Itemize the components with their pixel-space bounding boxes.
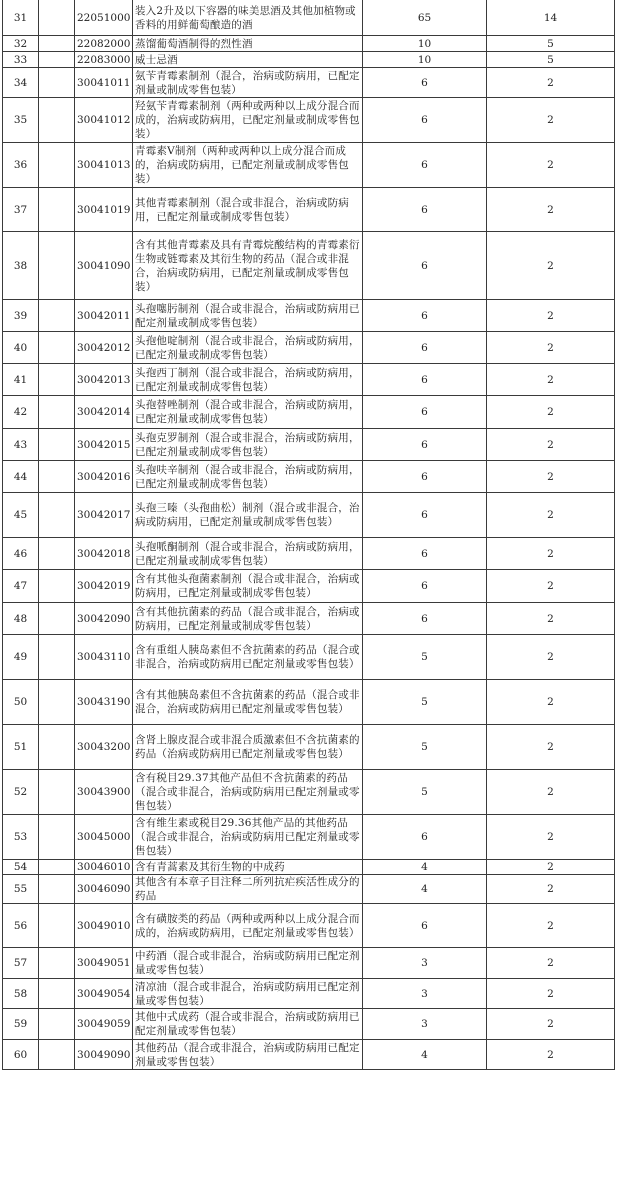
blank-cell — [39, 860, 75, 875]
rate-1-cell: 6 — [363, 300, 487, 332]
tariff-code-cell: 30041019 — [75, 188, 133, 232]
product-name-cell: 头孢克罗制剂（混合或非混合，治病或防病用，已配定剂量或制成零售包装） — [133, 429, 363, 461]
rate-1-cell: 6 — [363, 603, 487, 635]
blank-cell — [39, 815, 75, 860]
blank-cell — [39, 875, 75, 904]
blank-cell — [39, 1040, 75, 1070]
product-name-cell: 头孢哌酮制剂（混合或非混合，治病或防病用，已配定剂量或制成零售包装） — [133, 538, 363, 570]
blank-cell — [39, 396, 75, 429]
blank-cell — [39, 429, 75, 461]
table-row — [3, 948, 615, 979]
rate-2-cell: 2 — [487, 603, 615, 635]
tariff-code-cell: 30041012 — [75, 98, 133, 143]
row-number-cell: 35 — [3, 98, 39, 143]
table-row — [3, 188, 615, 232]
table-row — [3, 725, 615, 770]
product-name-cell: 含有磺胺类的药品（两种或两种以上成分混合而成的，治病或防病用，已配定剂量或零售包装） — [133, 904, 363, 948]
rate-2-cell: 2 — [487, 570, 615, 603]
tariff-code-cell: 30045000 — [75, 815, 133, 860]
blank-cell — [39, 979, 75, 1009]
row-number-cell: 32 — [3, 36, 39, 52]
blank-cell — [39, 493, 75, 538]
product-name-cell: 头孢他啶制剂（混合或非混合，治病或防病用，已配定剂量或制成零售包装） — [133, 332, 363, 364]
product-name-cell: 含有其他青霉素及具有青霉烷酸结构的青霉素衍生物或链霉素及其衍生物的药品（混合或非混合，治病或防病用，已配定剂量或制成零售包装） — [133, 232, 363, 300]
row-number-cell: 43 — [3, 429, 39, 461]
rate-1-cell: 6 — [363, 815, 487, 860]
rate-1-cell: 6 — [363, 188, 487, 232]
rate-1-cell: 10 — [363, 52, 487, 68]
product-name-cell: 含有税目29.37其他产品但不含抗菌素的药品（混合或非混合，治病或防病用已配定剂量或零售包装） — [133, 770, 363, 815]
product-name-cell: 含有维生素或税目29.36其他产品的其他药品（混合或非混合，治病或防病用已配定剂量或零售包装） — [133, 815, 363, 860]
table-body — [3, 0, 615, 1070]
rate-1-cell: 5 — [363, 680, 487, 725]
tariff-code-cell: 30042016 — [75, 461, 133, 493]
rate-2-cell: 2 — [487, 979, 615, 1009]
rate-1-cell: 6 — [363, 364, 487, 396]
blank-cell — [39, 300, 75, 332]
rate-2-cell: 2 — [487, 725, 615, 770]
blank-cell — [39, 52, 75, 68]
rate-1-cell: 6 — [363, 232, 487, 300]
blank-cell — [39, 635, 75, 680]
row-number-cell: 46 — [3, 538, 39, 570]
product-name-cell: 其他中式成药（混合或非混合，治病或防病用已配定剂量或零售包装） — [133, 1009, 363, 1040]
blank-cell — [39, 538, 75, 570]
rate-2-cell: 2 — [487, 538, 615, 570]
rate-2-cell: 2 — [487, 770, 615, 815]
table-row — [3, 680, 615, 725]
product-name-cell: 含有其他头孢菌素制剂（混合或非混合，治病或防病用，已配定剂量或制成零售包装） — [133, 570, 363, 603]
row-number-cell: 41 — [3, 364, 39, 396]
rate-1-cell: 6 — [363, 98, 487, 143]
table-row — [3, 860, 615, 875]
row-number-cell: 51 — [3, 725, 39, 770]
blank-cell — [39, 232, 75, 300]
tariff-code-cell: 30049054 — [75, 979, 133, 1009]
product-name-cell: 含有其他胰岛素但不含抗菌素的药品（混合或非混合，治病或防病用已配定剂量或零售包装） — [133, 680, 363, 725]
tariff-code-cell: 30043200 — [75, 725, 133, 770]
tariff-code-cell: 30049090 — [75, 1040, 133, 1070]
rate-1-cell: 6 — [363, 538, 487, 570]
rate-1-cell: 6 — [363, 396, 487, 429]
blank-cell — [39, 680, 75, 725]
product-name-cell: 含有其他抗菌素的药品（混合或非混合，治病或防病用，已配定剂量或制成零售包装） — [133, 603, 363, 635]
product-name-cell: 装入2升及以下容器的味美思酒及其他加植物或香料的用鲜葡萄酿造的酒 — [133, 0, 363, 36]
tariff-code-cell: 30043110 — [75, 635, 133, 680]
blank-cell — [39, 68, 75, 98]
tariff-code-cell: 30042019 — [75, 570, 133, 603]
product-name-cell: 清凉油（混合或非混合，治病或防病用已配定剂量或零售包装） — [133, 979, 363, 1009]
rate-2-cell: 5 — [487, 36, 615, 52]
tariff-code-cell: 30046010 — [75, 860, 133, 875]
blank-cell — [39, 461, 75, 493]
rate-2-cell: 2 — [487, 429, 615, 461]
blank-cell — [39, 36, 75, 52]
tariff-code-cell: 30042090 — [75, 603, 133, 635]
product-name-cell: 氨苄青霉素制剂（混合，治病或防病用，已配定剂量或制成零售包装） — [133, 68, 363, 98]
rate-2-cell: 2 — [487, 1040, 615, 1070]
product-name-cell: 含肾上腺皮混合或非混合质激素但不含抗菌素的药品（治病或防病用已配定剂量或零售包装） — [133, 725, 363, 770]
blank-cell — [39, 1009, 75, 1040]
table-row — [3, 98, 615, 143]
row-number-cell: 40 — [3, 332, 39, 364]
rate-1-cell: 3 — [363, 948, 487, 979]
tariff-code-cell: 22082000 — [75, 36, 133, 52]
row-number-cell: 56 — [3, 904, 39, 948]
row-number-cell: 57 — [3, 948, 39, 979]
rate-1-cell: 5 — [363, 725, 487, 770]
row-number-cell: 53 — [3, 815, 39, 860]
rate-2-cell: 2 — [487, 904, 615, 948]
tariff-code-cell: 30042014 — [75, 396, 133, 429]
tariff-code-cell: 30049051 — [75, 948, 133, 979]
tariff-table — [2, 0, 615, 1070]
row-number-cell: 39 — [3, 300, 39, 332]
product-name-cell: 含有重组人胰岛素但不含抗菌素的药品（混合或非混合，治病或防病用已配定剂量或零售包装） — [133, 635, 363, 680]
product-name-cell: 其他青霉素制剂（混合或非混合，治病或防病用，已配定剂量或制成零售包装） — [133, 188, 363, 232]
product-name-cell: 威士忌酒 — [133, 52, 363, 68]
blank-cell — [39, 904, 75, 948]
rate-2-cell: 2 — [487, 875, 615, 904]
rate-1-cell: 5 — [363, 635, 487, 680]
row-number-cell: 44 — [3, 461, 39, 493]
table-row — [3, 332, 615, 364]
table-row — [3, 979, 615, 1009]
tariff-code-cell: 30046090 — [75, 875, 133, 904]
row-number-cell: 37 — [3, 188, 39, 232]
table-row — [3, 904, 615, 948]
rate-1-cell: 6 — [363, 493, 487, 538]
product-name-cell: 羟氨苄青霉素制剂（两种或两种以上成分混合而成的，治病或防病用，已配定剂量或制成零售包装） — [133, 98, 363, 143]
table-row — [3, 538, 615, 570]
row-number-cell: 54 — [3, 860, 39, 875]
table-row — [3, 770, 615, 815]
rate-1-cell: 6 — [363, 570, 487, 603]
rate-1-cell: 3 — [363, 979, 487, 1009]
tariff-code-cell: 30043900 — [75, 770, 133, 815]
row-number-cell: 55 — [3, 875, 39, 904]
table-row — [3, 364, 615, 396]
product-name-cell: 其他含有本章子目注释二所列抗疟疾活性成分的药品 — [133, 875, 363, 904]
row-number-cell: 34 — [3, 68, 39, 98]
product-name-cell: 头孢替唑制剂（混合或非混合，治病或防病用，已配定剂量或制成零售包装） — [133, 396, 363, 429]
table-row — [3, 1040, 615, 1070]
row-number-cell: 59 — [3, 1009, 39, 1040]
rate-2-cell: 2 — [487, 493, 615, 538]
row-number-cell: 45 — [3, 493, 39, 538]
tariff-code-cell: 30042018 — [75, 538, 133, 570]
rate-2-cell: 2 — [487, 860, 615, 875]
table-row — [3, 493, 615, 538]
tariff-code-cell: 30042012 — [75, 332, 133, 364]
table-row — [3, 36, 615, 52]
row-number-cell: 58 — [3, 979, 39, 1009]
blank-cell — [39, 0, 75, 36]
tariff-code-cell: 22051000 — [75, 0, 133, 36]
table-row — [3, 875, 615, 904]
blank-cell — [39, 364, 75, 396]
rate-2-cell: 2 — [487, 98, 615, 143]
table-row — [3, 300, 615, 332]
rate-1-cell: 6 — [363, 461, 487, 493]
product-name-cell: 头孢三嗪（头孢曲松）制剂（混合或非混合，治病或防病用，已配定剂量或制成零售包装） — [133, 493, 363, 538]
rate-2-cell: 2 — [487, 68, 615, 98]
rate-1-cell: 65 — [363, 0, 487, 36]
row-number-cell: 47 — [3, 570, 39, 603]
product-name-cell: 其他药品（混合或非混合，治病或防病用已配定剂量或零售包装） — [133, 1040, 363, 1070]
tariff-code-cell: 30042011 — [75, 300, 133, 332]
tariff-code-cell: 22083000 — [75, 52, 133, 68]
tariff-code-cell: 30042015 — [75, 429, 133, 461]
rate-2-cell: 2 — [487, 635, 615, 680]
row-number-cell: 52 — [3, 770, 39, 815]
rate-1-cell: 6 — [363, 332, 487, 364]
table-row — [3, 1009, 615, 1040]
rate-2-cell: 2 — [487, 948, 615, 979]
rate-2-cell: 2 — [487, 1009, 615, 1040]
table-row — [3, 815, 615, 860]
product-name-cell: 青霉素V制剂（两种或两种以上成分混合而成的，治病或防病用，已配定剂量或制成零售包装） — [133, 143, 363, 188]
tariff-code-cell: 30049010 — [75, 904, 133, 948]
rate-2-cell: 2 — [487, 680, 615, 725]
rate-2-cell: 2 — [487, 396, 615, 429]
rate-1-cell: 5 — [363, 770, 487, 815]
rate-2-cell: 2 — [487, 143, 615, 188]
table-row — [3, 52, 615, 68]
tariff-code-cell: 30049059 — [75, 1009, 133, 1040]
table-row — [3, 396, 615, 429]
rate-1-cell: 10 — [363, 36, 487, 52]
row-number-cell: 50 — [3, 680, 39, 725]
blank-cell — [39, 770, 75, 815]
tariff-code-cell: 30042017 — [75, 493, 133, 538]
rate-1-cell: 4 — [363, 875, 487, 904]
rate-2-cell: 2 — [487, 364, 615, 396]
table-row — [3, 429, 615, 461]
product-name-cell: 头孢噻肟制剂（混合或非混合，治病或防病用已配定剂量或制成零售包装） — [133, 300, 363, 332]
tariff-code-cell: 30041090 — [75, 232, 133, 300]
rate-2-cell: 2 — [487, 332, 615, 364]
rate-1-cell: 6 — [363, 904, 487, 948]
tariff-code-cell: 30041011 — [75, 68, 133, 98]
tariff-code-cell: 30042013 — [75, 364, 133, 396]
row-number-cell: 38 — [3, 232, 39, 300]
blank-cell — [39, 948, 75, 979]
rate-2-cell: 2 — [487, 232, 615, 300]
table-row — [3, 461, 615, 493]
product-name-cell: 头孢西丁制剂（混合或非混合，治病或防病用，已配定剂量或制成零售包装） — [133, 364, 363, 396]
row-number-cell: 42 — [3, 396, 39, 429]
rate-2-cell: 2 — [487, 188, 615, 232]
rate-2-cell: 5 — [487, 52, 615, 68]
blank-cell — [39, 603, 75, 635]
product-name-cell: 中药酒（混合或非混合，治病或防病用已配定剂量或零售包装） — [133, 948, 363, 979]
product-name-cell: 含有青蒿素及其衍生物的中成药 — [133, 860, 363, 875]
product-name-cell: 头孢呋辛制剂（混合或非混合，治病或防病用，已配定剂量或制成零售包装） — [133, 461, 363, 493]
rate-2-cell: 2 — [487, 300, 615, 332]
blank-cell — [39, 570, 75, 603]
product-name-cell: 蒸馏葡萄酒制得的烈性酒 — [133, 36, 363, 52]
table-row — [3, 68, 615, 98]
table-row — [3, 143, 615, 188]
tariff-code-cell: 30043190 — [75, 680, 133, 725]
blank-cell — [39, 143, 75, 188]
table-row — [3, 570, 615, 603]
blank-cell — [39, 98, 75, 143]
rate-2-cell: 2 — [487, 815, 615, 860]
rate-1-cell: 4 — [363, 860, 487, 875]
tariff-code-cell: 30041013 — [75, 143, 133, 188]
table-row — [3, 635, 615, 680]
blank-cell — [39, 188, 75, 232]
row-number-cell: 31 — [3, 0, 39, 36]
row-number-cell: 36 — [3, 143, 39, 188]
table-row — [3, 232, 615, 300]
table-row — [3, 0, 615, 36]
rate-2-cell: 2 — [487, 461, 615, 493]
rate-1-cell: 6 — [363, 429, 487, 461]
rate-2-cell: 14 — [487, 0, 615, 36]
rate-1-cell: 6 — [363, 143, 487, 188]
rate-1-cell: 6 — [363, 68, 487, 98]
rate-1-cell: 4 — [363, 1040, 487, 1070]
row-number-cell: 49 — [3, 635, 39, 680]
rate-1-cell: 3 — [363, 1009, 487, 1040]
row-number-cell: 33 — [3, 52, 39, 68]
blank-cell — [39, 725, 75, 770]
blank-cell — [39, 332, 75, 364]
table-row — [3, 603, 615, 635]
row-number-cell: 48 — [3, 603, 39, 635]
row-number-cell: 60 — [3, 1040, 39, 1070]
